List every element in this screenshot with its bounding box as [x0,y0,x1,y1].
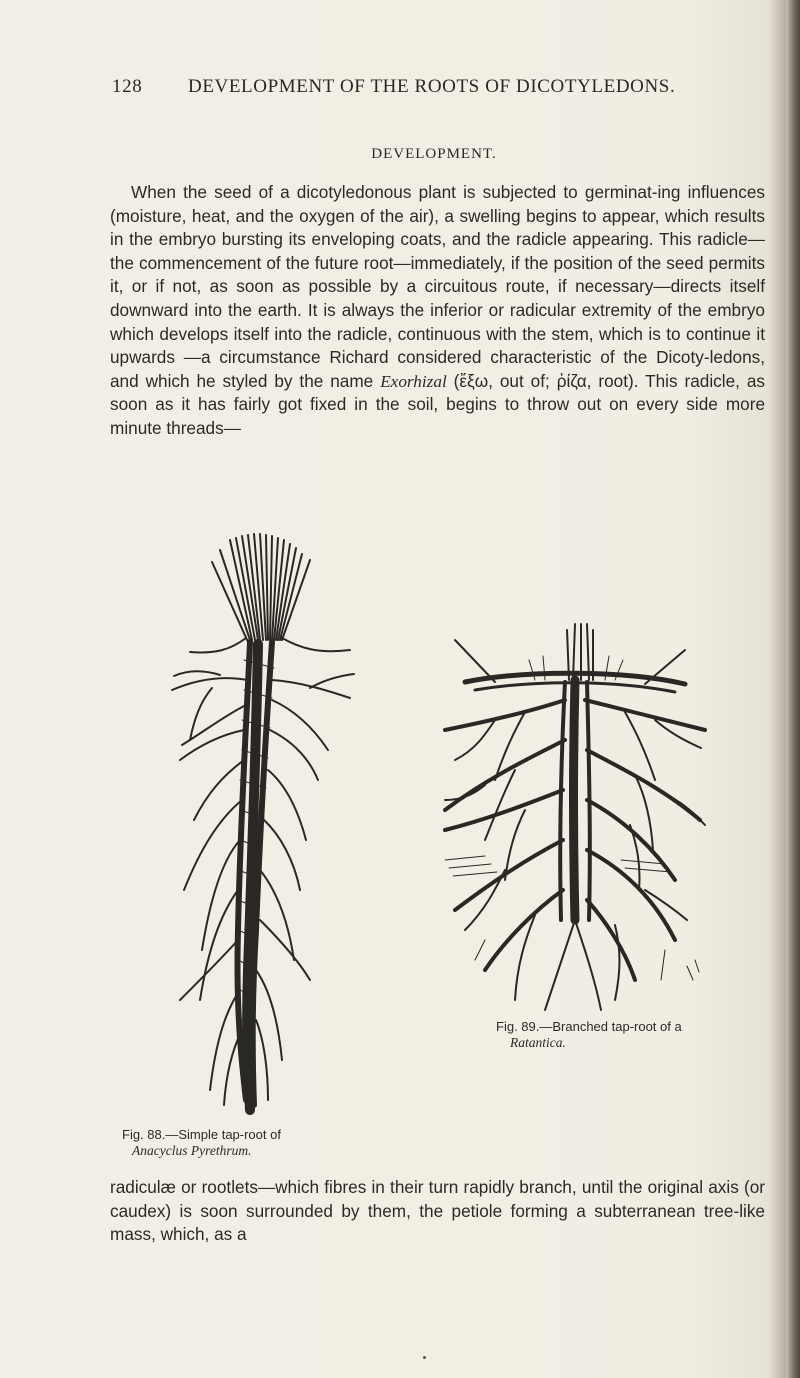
fig88-caption-line1: Fig. 88.—Simple tap-root of [122,1127,281,1142]
fig89-caption [496,1019,682,1051]
ink-speck [423,1356,426,1359]
fig89-caption-line2-wrap [496,1035,682,1051]
paragraph-1-text-a: When the seed of a dicotyledonous plant is subjected to germinat-ing influences (moisture, heat, and the oxygen of the air), a swelling begins to appear, which results in the embryo bursting its enveloping coats, and the radicle appearing. This radicle—the commencement of the future root—immediately, if the position of the seed permits it, or if not, as soon as possible by a circuitous route, if necessary—directs itself downward into the earth. It is always the inferior or radicular extremity of the embryo which develops itself into the radicle, continuous with the stem, which is to continue it upwards —a circumstance Richard considered characteristic of the Dicoty-ledons, and which he styled by the name [110,182,765,391]
fig89-caption-line2: Ratantica. [510,1035,566,1050]
section-title-text: DEVELOPMENT. [371,146,497,162]
page-number: 128 [112,76,143,97]
fig89-branched-root-illustration [425,620,715,1020]
fig89-caption-line1: Fig. 89.—Branched tap-root of a [496,1019,682,1034]
page-edge-shadow [786,0,800,1378]
paragraph-1 [110,181,765,441]
fig88-caption-line2-wrap [122,1143,281,1159]
section-title [0,146,800,163]
fig88-taproot-illustration [160,530,370,1120]
fig88-caption-line2: Anacyclus Pyrethrum. [132,1143,252,1158]
fig88-caption [122,1127,281,1159]
running-head [112,76,712,104]
paragraph-2: radiculæ or rootlets—which fibres in their turn rapidly branch, until the original axis (or caudex) is soon surrounded by them, the petiole forming a subterranean tree-like mass, which, as a [110,1177,765,1245]
paragraph-1-italic-term: Exorhizal [380,371,447,391]
paragraph-1-text-b: (ἔξω, out of; ῥίζα, root). This radicle, as soon as it has fairly got fixed in the soil, begins to throw out on every side more minute threads— [110,370,765,438]
running-head-title: DEVELOPMENT OF THE ROOTS OF DICOTYLEDONS. [188,76,676,97]
